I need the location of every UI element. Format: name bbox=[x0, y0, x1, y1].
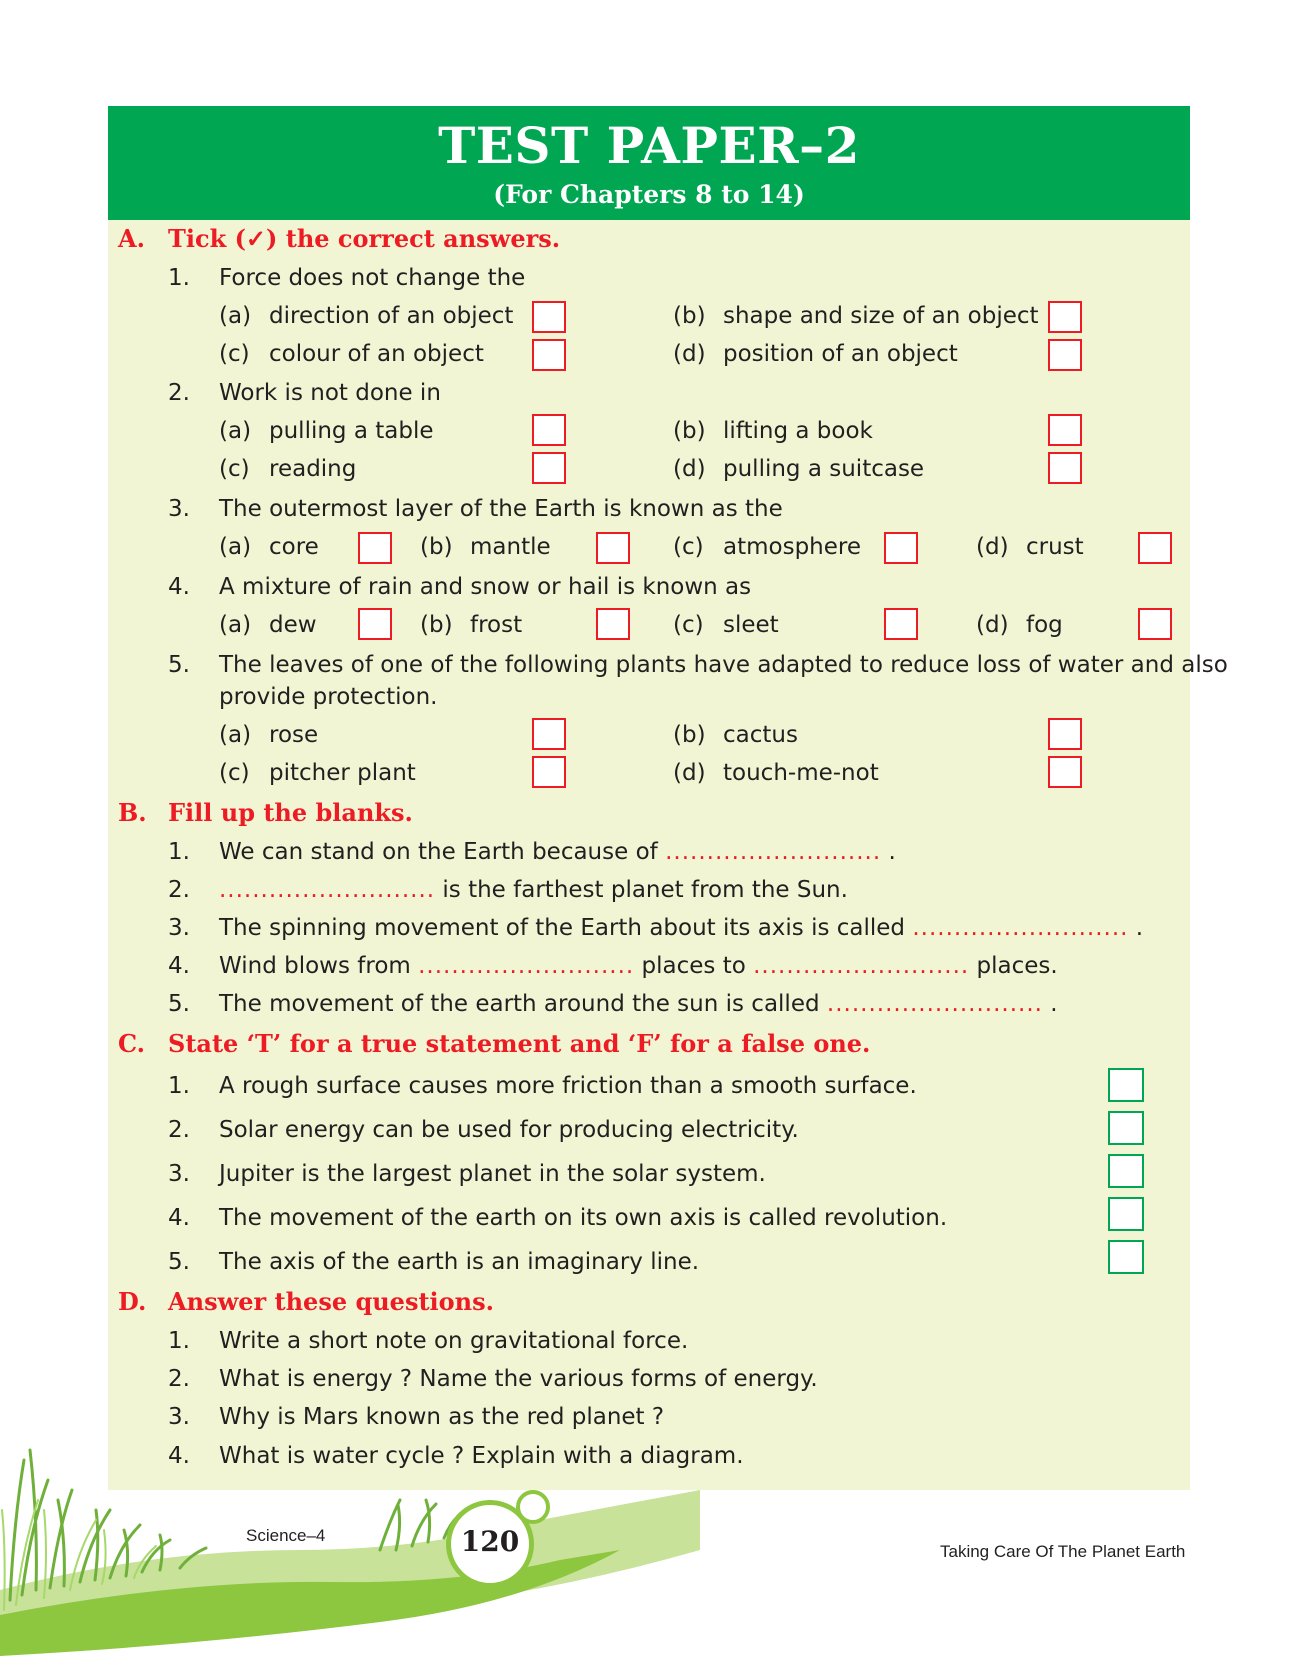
section-b-title: Fill up the blanks. bbox=[168, 798, 413, 827]
option-text: frost bbox=[470, 612, 523, 638]
option-text: core bbox=[269, 534, 319, 560]
page-subtitle: (For Chapters 8 to 14) bbox=[493, 180, 805, 209]
statement-text: The axis of the earth is an imaginary line. bbox=[219, 1249, 700, 1275]
option-label: (a) bbox=[219, 612, 252, 638]
question-number: 5. bbox=[168, 1249, 190, 1275]
question-text: The leaves of one of the following plants have adapted to reduce loss of water and also bbox=[219, 652, 1228, 678]
title-banner bbox=[108, 106, 1190, 220]
option-text: atmosphere bbox=[723, 534, 861, 560]
fill-blank-sentence bbox=[219, 837, 896, 867]
question-number: 3. bbox=[168, 1161, 190, 1187]
option-label: (a) bbox=[219, 722, 252, 748]
blank-line[interactable]: .......................... bbox=[665, 839, 882, 865]
fill-blank-sentence bbox=[219, 951, 1058, 981]
sentence-text: is the farthest planet from the Sun. bbox=[442, 877, 848, 903]
true-false-box[interactable] bbox=[1108, 1111, 1144, 1145]
option-label: (c) bbox=[219, 456, 250, 482]
option-text: colour of an object bbox=[269, 341, 484, 367]
page-number: 120 bbox=[460, 1525, 520, 1558]
answer-checkbox[interactable] bbox=[1048, 756, 1082, 788]
answer-checkbox[interactable] bbox=[1138, 532, 1172, 564]
true-false-box[interactable] bbox=[1108, 1197, 1144, 1231]
option-text: reading bbox=[269, 456, 357, 482]
chapter-title: Taking Care Of The Planet Earth bbox=[940, 1542, 1186, 1561]
question-number: 2. bbox=[168, 1117, 190, 1143]
question-number: 2. bbox=[168, 380, 190, 406]
book-title: Science–4 bbox=[246, 1526, 326, 1545]
question-number: 5. bbox=[168, 652, 190, 678]
answer-checkbox[interactable] bbox=[532, 718, 566, 750]
section-c-title: State ‘T’ for a true statement and ‘F’ for a false one. bbox=[168, 1029, 871, 1058]
option-label: (d) bbox=[976, 612, 1009, 638]
answer-checkbox[interactable] bbox=[532, 756, 566, 788]
option-label: (c) bbox=[219, 760, 250, 786]
option-label: (d) bbox=[976, 534, 1009, 560]
question-text: The outermost layer of the Earth is known as the bbox=[219, 496, 783, 522]
answer-checkbox[interactable] bbox=[358, 608, 392, 640]
blank-line[interactable]: .......................... bbox=[418, 953, 635, 979]
sentence-text: Wind blows from bbox=[219, 953, 411, 979]
answer-checkbox[interactable] bbox=[1048, 452, 1082, 484]
answer-checkbox[interactable] bbox=[532, 414, 566, 446]
sentence-text: We can stand on the Earth because of bbox=[219, 839, 658, 865]
sentence-text: . bbox=[1135, 915, 1144, 941]
answer-checkbox[interactable] bbox=[532, 301, 566, 333]
question-number: 3. bbox=[168, 496, 190, 522]
option-text: lifting a book bbox=[723, 418, 873, 444]
section-a-letter: A. bbox=[118, 224, 145, 253]
question-text: Why is Mars known as the red planet ? bbox=[219, 1404, 665, 1430]
blank-line[interactable]: .......................... bbox=[219, 877, 436, 903]
answer-checkbox[interactable] bbox=[884, 608, 918, 640]
answer-checkbox[interactable] bbox=[1138, 608, 1172, 640]
section-b-letter: B. bbox=[118, 798, 147, 827]
option-text: shape and size of an object bbox=[723, 303, 1039, 329]
question-number: 4. bbox=[168, 574, 190, 600]
option-text: pulling a suitcase bbox=[723, 456, 925, 482]
grass-decoration bbox=[0, 1400, 700, 1656]
true-false-box[interactable] bbox=[1108, 1240, 1144, 1274]
statement-text: Solar energy can be used for producing electricity. bbox=[219, 1117, 799, 1143]
option-text: touch-me-not bbox=[723, 760, 879, 786]
answer-checkbox[interactable] bbox=[1048, 301, 1082, 333]
question-number: 3. bbox=[168, 1404, 190, 1430]
option-label: (c) bbox=[219, 341, 250, 367]
question-text: Work is not done in bbox=[219, 380, 441, 406]
answer-checkbox[interactable] bbox=[532, 452, 566, 484]
option-text: dew bbox=[269, 612, 317, 638]
answer-checkbox[interactable] bbox=[1048, 718, 1082, 750]
option-text: direction of an object bbox=[269, 303, 514, 329]
blank-line[interactable]: .......................... bbox=[912, 915, 1129, 941]
true-false-box[interactable] bbox=[1108, 1068, 1144, 1102]
option-text: fog bbox=[1026, 612, 1063, 638]
answer-checkbox[interactable] bbox=[884, 532, 918, 564]
question-text: Write a short note on gravitational force. bbox=[219, 1328, 689, 1354]
option-label: (b) bbox=[420, 534, 453, 560]
option-label: (b) bbox=[673, 722, 706, 748]
question-number: 1. bbox=[168, 265, 190, 291]
question-text: A mixture of rain and snow or hail is known as bbox=[219, 574, 752, 600]
option-label: (b) bbox=[673, 418, 706, 444]
section-a-title: Tick (✓) the correct answers. bbox=[168, 224, 561, 253]
statement-text: A rough surface causes more friction than a smooth surface. bbox=[219, 1073, 917, 1099]
option-label: (a) bbox=[219, 534, 252, 560]
option-text: pitcher plant bbox=[269, 760, 416, 786]
option-label: (b) bbox=[420, 612, 453, 638]
question-text: What is water cycle ? Explain with a diagram. bbox=[219, 1443, 744, 1469]
sentence-text: The spinning movement of the Earth about its axis is called bbox=[219, 915, 906, 941]
section-d-title: Answer these questions. bbox=[168, 1287, 494, 1316]
true-false-box[interactable] bbox=[1108, 1154, 1144, 1188]
option-label: (a) bbox=[219, 418, 252, 444]
question-number: 4. bbox=[168, 1443, 190, 1469]
question-number: 3. bbox=[168, 915, 190, 941]
option-text: cactus bbox=[723, 722, 798, 748]
section-c-letter: C. bbox=[118, 1029, 146, 1058]
question-text: What is energy ? Name the various forms of energy. bbox=[219, 1366, 818, 1392]
sentence-text: . bbox=[1050, 991, 1058, 1017]
question-number: 1. bbox=[168, 1073, 190, 1099]
answer-checkbox[interactable] bbox=[596, 608, 630, 640]
statement-text: Jupiter is the largest planet in the solar system. bbox=[219, 1161, 766, 1187]
sentence-text: The movement of the earth around the sun is called bbox=[219, 991, 820, 1017]
sentence-text: places to bbox=[641, 953, 746, 979]
option-label: (c) bbox=[673, 534, 704, 560]
question-number: 2. bbox=[168, 1366, 190, 1392]
question-number: 4. bbox=[168, 1205, 190, 1231]
page-title: TEST PAPER–2 bbox=[438, 116, 860, 175]
answer-checkbox[interactable] bbox=[1048, 414, 1082, 446]
option-text: position of an object bbox=[723, 341, 958, 367]
answer-checkbox[interactable] bbox=[532, 339, 566, 371]
answer-checkbox[interactable] bbox=[358, 532, 392, 564]
fill-blank-sentence bbox=[219, 913, 1143, 943]
answer-checkbox[interactable] bbox=[596, 532, 630, 564]
answer-checkbox[interactable] bbox=[1048, 339, 1082, 371]
question-number: 1. bbox=[168, 839, 190, 865]
option-label: (d) bbox=[673, 341, 706, 367]
question-number: 2. bbox=[168, 877, 190, 903]
option-text: mantle bbox=[470, 534, 551, 560]
option-text: pulling a table bbox=[269, 418, 434, 444]
question-number: 5. bbox=[168, 991, 190, 1017]
option-label: (d) bbox=[673, 456, 706, 482]
option-label: (c) bbox=[673, 612, 704, 638]
option-label: (a) bbox=[219, 303, 252, 329]
option-text: sleet bbox=[723, 612, 779, 638]
option-text: crust bbox=[1026, 534, 1084, 560]
statement-text: The movement of the earth on its own axis is called revolution. bbox=[219, 1205, 948, 1231]
option-label: (d) bbox=[673, 760, 706, 786]
question-text-continued: provide protection. bbox=[219, 684, 438, 710]
fill-blank-sentence bbox=[219, 875, 848, 905]
section-d-letter: D. bbox=[118, 1287, 147, 1316]
blank-line[interactable]: .......................... bbox=[826, 991, 1043, 1017]
option-text: rose bbox=[269, 722, 319, 748]
question-number: 1. bbox=[168, 1328, 190, 1354]
sentence-text: places. bbox=[976, 953, 1058, 979]
question-text: Force does not change the bbox=[219, 265, 526, 291]
option-label: (b) bbox=[673, 303, 706, 329]
sentence-text: . bbox=[888, 839, 896, 865]
decorative-circle bbox=[516, 1490, 550, 1524]
fill-blank-sentence bbox=[219, 989, 1058, 1019]
blank-line[interactable]: .......................... bbox=[753, 953, 970, 979]
question-number: 4. bbox=[168, 953, 190, 979]
